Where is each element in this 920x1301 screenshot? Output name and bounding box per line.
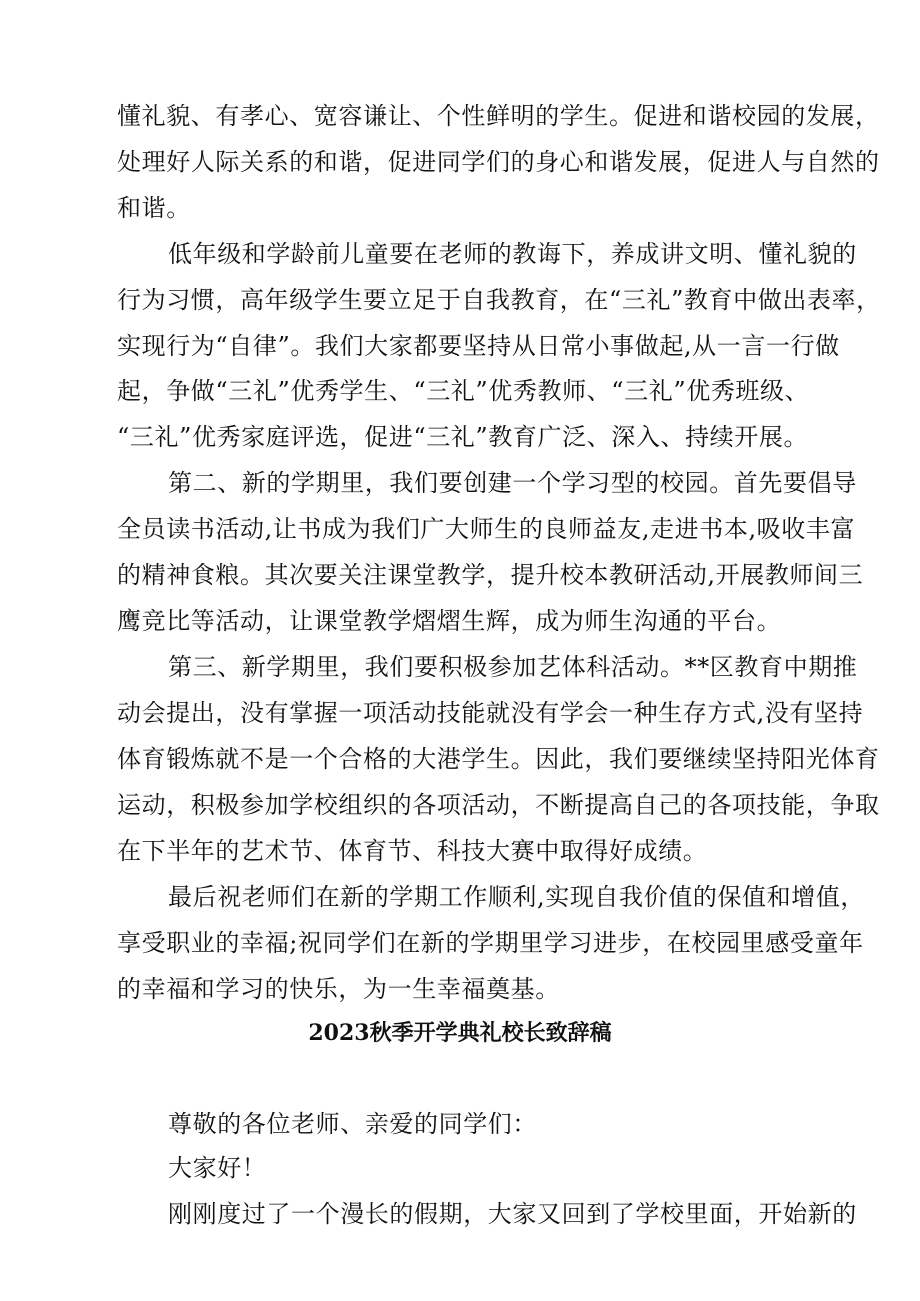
text-line: 懂礼貌、有孝心、宽容谦让、个性鲜明的学生。促进和谐校园的发展， (117, 102, 880, 130)
text-line: 低年级和学龄前儿童要在老师的教诲下，养成讲文明、懂礼貌的 (168, 240, 857, 268)
document-title: 2023秋季开学典礼校长致辞稿 (308, 1020, 612, 1046)
text-line: 和谐。 (117, 194, 191, 222)
text-line: 第三、新学期里，我们要积极参加艺体科活动。**区教育中期推 (168, 653, 858, 681)
text-line: 动会提出，没有掌握一项活动技能就没有学会一种生存方式,没有坚持 (117, 699, 864, 727)
text-line: “三礼”优秀家庭评选，促进“三礼”教育广泛、深入、持续开展。 (117, 423, 809, 451)
text-line: 运动，积极参加学校组织的各项活动，不断提高自己的各项技能，争取 (117, 791, 880, 819)
text-line: 享受职业的幸福;祝同学们在新的学期里学习进步，在校园里感受童年 (117, 929, 864, 957)
text-line: 鹰竞比等活动，让课堂教学熠熠生辉，成为师生沟通的平台。 (117, 607, 782, 635)
text-line: 刚刚度过了一个漫长的假期，大家又回到了学校里面，开始新的 (168, 1200, 857, 1228)
text-line: 行为习惯，高年级学生要立足于自我教育，在“三礼”教育中做出表率， (117, 286, 881, 314)
text-line: 在下半年的艺术节、体育节、科技大赛中取得好成绩。 (117, 837, 708, 865)
text-line: 全员读书活动,让书成为我们广大师生的良师益友,走进书本,吸收丰富 (117, 515, 856, 543)
salutation: 尊敬的各位老师、亲爱的同学们： (168, 1110, 537, 1138)
text-line: 的精神食粮。其次要关注课堂教学，提升校本教研活动,开展教师间三 (117, 561, 864, 589)
text-line: 的幸福和学习的快乐，为一生幸福奠基。 (117, 975, 560, 1003)
text-line: 起，争做“三礼”优秀学生、“三礼”优秀教师、“三礼”优秀班级、 (117, 377, 810, 405)
text-line: 体育锻炼就不是一个合格的大港学生。因此，我们要继续坚持阳光体育 (117, 745, 880, 773)
text-line: 实现行为“自律”。我们大家都要坚持从日常小事做起,从一言一行做 (117, 332, 840, 360)
text-line: 处理好人际关系的和谐，促进同学们的身心和谐发展，促进人与自然的 (117, 148, 880, 176)
text-line: 最后祝老师们在新的学期工作顺利,实现自我价值的保值和增值， (168, 883, 866, 911)
text-line: 第二、新的学期里，我们要创建一个学习型的校园。首先要倡导 (168, 469, 857, 497)
greeting: 大家好！ (168, 1154, 267, 1182)
